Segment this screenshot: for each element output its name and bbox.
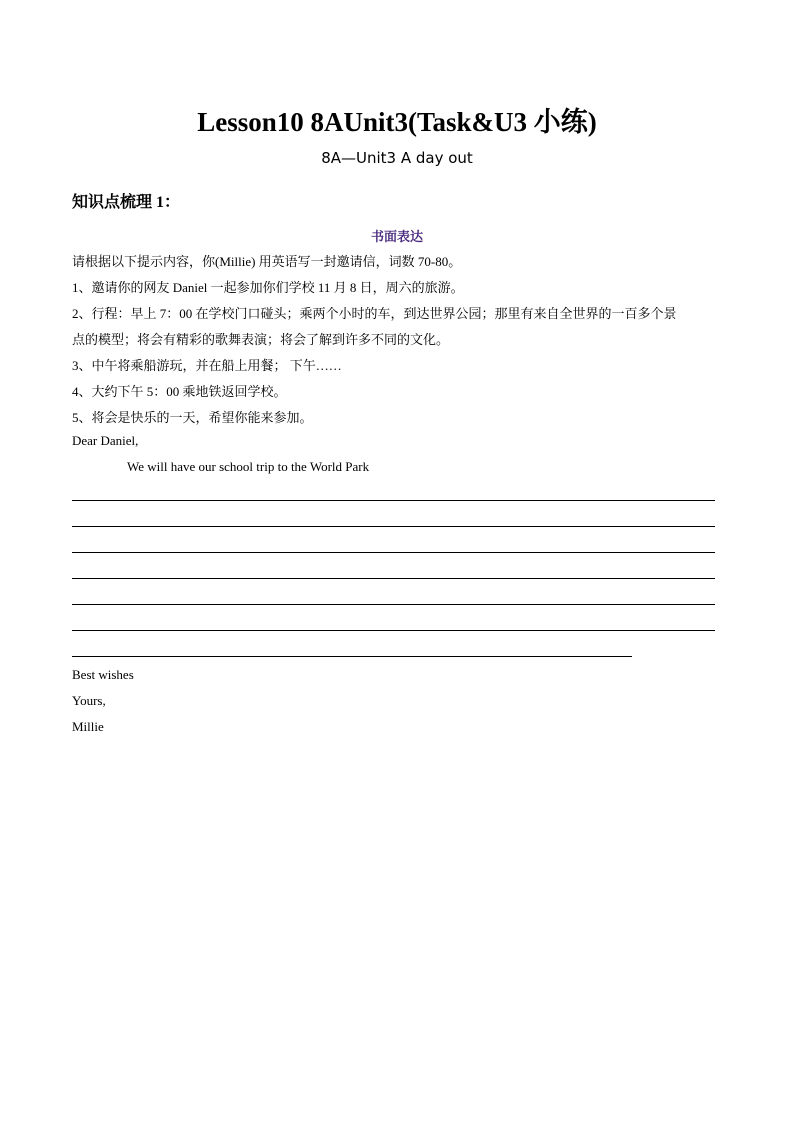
- instruction-intro: 请根据以下提示内容，你(Millie) 用英语写一封邀请信，词数 70-80。: [72, 254, 462, 269]
- instruction-item-1: 1、邀请你的网友 Daniel 一起参加你们学校 11 月 8 日，周六的旅游。: [72, 280, 464, 295]
- writing-line[interactable]: [72, 630, 715, 631]
- letter-signoff: Yours,: [72, 693, 106, 708]
- writing-task-title: 书面表达: [370, 230, 423, 245]
- writing-line[interactable]: [72, 526, 715, 527]
- letter-signature: Millie: [72, 719, 104, 734]
- letter-greeting: Dear Daniel,: [72, 433, 139, 448]
- section-heading: 知识点梳理 1：: [72, 194, 181, 211]
- letter-opening: We will have our school trip to the World Park: [127, 459, 370, 474]
- writing-line[interactable]: [72, 552, 715, 553]
- instruction-item-2-line-1: 2、行程：早上 7：00 在学校门口碰头；乘两个小时的车，到达世界公园；那里有来自全世界的一百多个景: [72, 306, 677, 321]
- letter-closing: Best wishes: [72, 667, 134, 682]
- page-subtitle: 8A—Unit3 A day out: [321, 149, 473, 167]
- page-title: Lesson10 8AUnit3(Task&U3 小练): [197, 107, 597, 137]
- instruction-item-2-line-2: 点的模型；将会有精彩的歌舞表演；将会了解到许多不同的文化。: [72, 332, 450, 347]
- instruction-item-5: 5、将会是快乐的一天，希望你能来参加。: [72, 410, 313, 425]
- instruction-item-3: 3、中午将乘船游玩，并在船上用餐； 下午……: [72, 358, 342, 373]
- writing-line[interactable]: [72, 500, 715, 501]
- writing-line[interactable]: [72, 656, 632, 657]
- writing-line[interactable]: [72, 604, 715, 605]
- instruction-item-4: 4、大约下午 5：00 乘地铁返回学校。: [72, 384, 287, 399]
- writing-line[interactable]: [72, 578, 715, 579]
